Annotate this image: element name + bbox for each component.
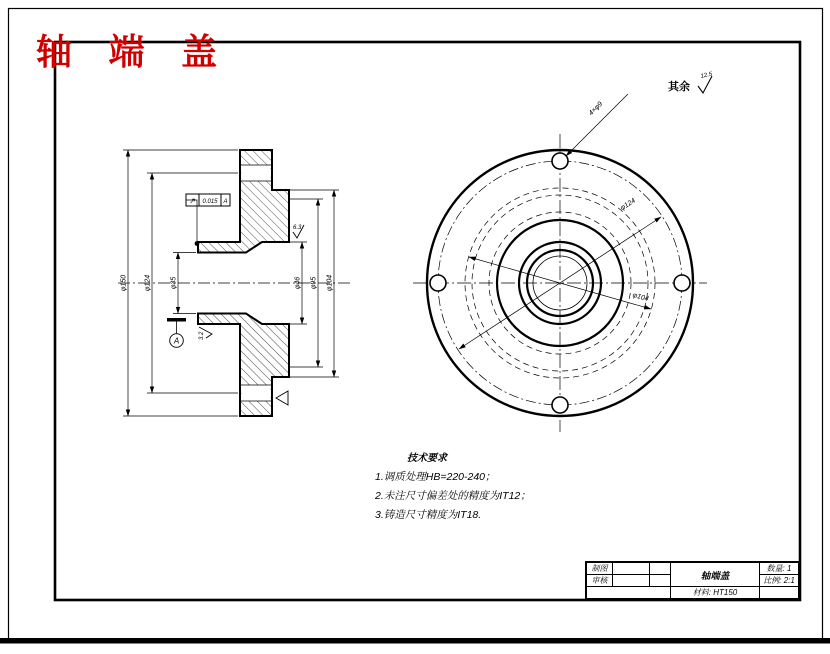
datum-a-symbol xyxy=(167,318,186,347)
tech-requirements-heading: 技术要求 xyxy=(407,453,447,464)
tolerance-leader-dot xyxy=(195,241,200,246)
title-block-check-label: 审核 xyxy=(587,575,613,587)
title-block-cell-empty xyxy=(613,563,650,575)
dim-d104-label: φ104 xyxy=(326,274,334,292)
title-block-cell-empty xyxy=(613,575,650,587)
tolerance-value: 0.015 xyxy=(202,198,218,205)
dim-d35-label: φ35 xyxy=(170,276,178,290)
bolt-hole-top xyxy=(552,153,568,169)
dim-d46-label: φ46 xyxy=(294,276,302,290)
title-block-cell-empty xyxy=(650,563,671,575)
bolt-hole-cut-top xyxy=(242,165,271,181)
dim-d150-label: φ150 xyxy=(120,274,128,292)
title-block-draw-label: 制图 xyxy=(587,563,613,575)
roughness-face xyxy=(293,225,304,238)
tech-requirement-item: 3.铸造尺寸精度为IT18. xyxy=(375,509,482,521)
roughness-bore xyxy=(199,327,212,340)
outer-border xyxy=(9,9,823,640)
tech-requirement-item: 1.调质处理HB=220-240； xyxy=(375,471,496,483)
title-block xyxy=(585,561,800,600)
tech-requirement-item: 2.未注尺寸偏差处的精度为IT12； xyxy=(375,490,531,502)
drawing-title: 轴 端 盖 xyxy=(36,31,230,73)
title-block-quantity: 数量: 1 xyxy=(760,563,798,575)
front-view xyxy=(413,94,707,432)
dim-d95-label: φ95 xyxy=(310,276,318,290)
dim-boss-label: φ104 xyxy=(631,291,650,304)
title-block-part-name: 轴端盖 xyxy=(671,563,760,587)
holes-label: 4×φ9 xyxy=(587,100,605,118)
title-block-material: 材料: HT150 xyxy=(671,587,760,598)
datum-a-label: A xyxy=(173,336,180,346)
general-roughness-note xyxy=(668,72,713,93)
finish-mark-icon xyxy=(276,391,288,405)
bolt-hole-left xyxy=(430,275,446,291)
title-block-scale: 比例: 2:1 xyxy=(760,575,798,587)
roughness-face-value: 6.3 xyxy=(293,225,302,231)
tech-requirements xyxy=(375,449,605,525)
section-view xyxy=(118,150,350,416)
roughness-bore-value: 3.2 xyxy=(199,331,205,340)
bottom-heavy-rule xyxy=(0,638,830,644)
general-roughness-label: 其余 xyxy=(668,81,690,93)
bolt-hole-cut-bottom xyxy=(242,385,271,401)
bolt-hole-bottom xyxy=(552,397,568,413)
general-roughness-value: 12.5 xyxy=(700,71,713,80)
runout-icon: ↗ xyxy=(189,196,196,206)
title-block-cell-empty xyxy=(587,587,671,598)
holes-leader xyxy=(566,94,628,156)
dim-bolt-circle-label: φ124 xyxy=(619,197,637,213)
bolt-hole-right xyxy=(674,275,690,291)
dim-d124-label: φ124 xyxy=(144,274,152,292)
tolerance-datum: A xyxy=(223,198,228,205)
title-block-cell-empty xyxy=(760,587,798,598)
title-block-cell-empty xyxy=(650,575,671,587)
tolerance-frame xyxy=(186,194,230,246)
